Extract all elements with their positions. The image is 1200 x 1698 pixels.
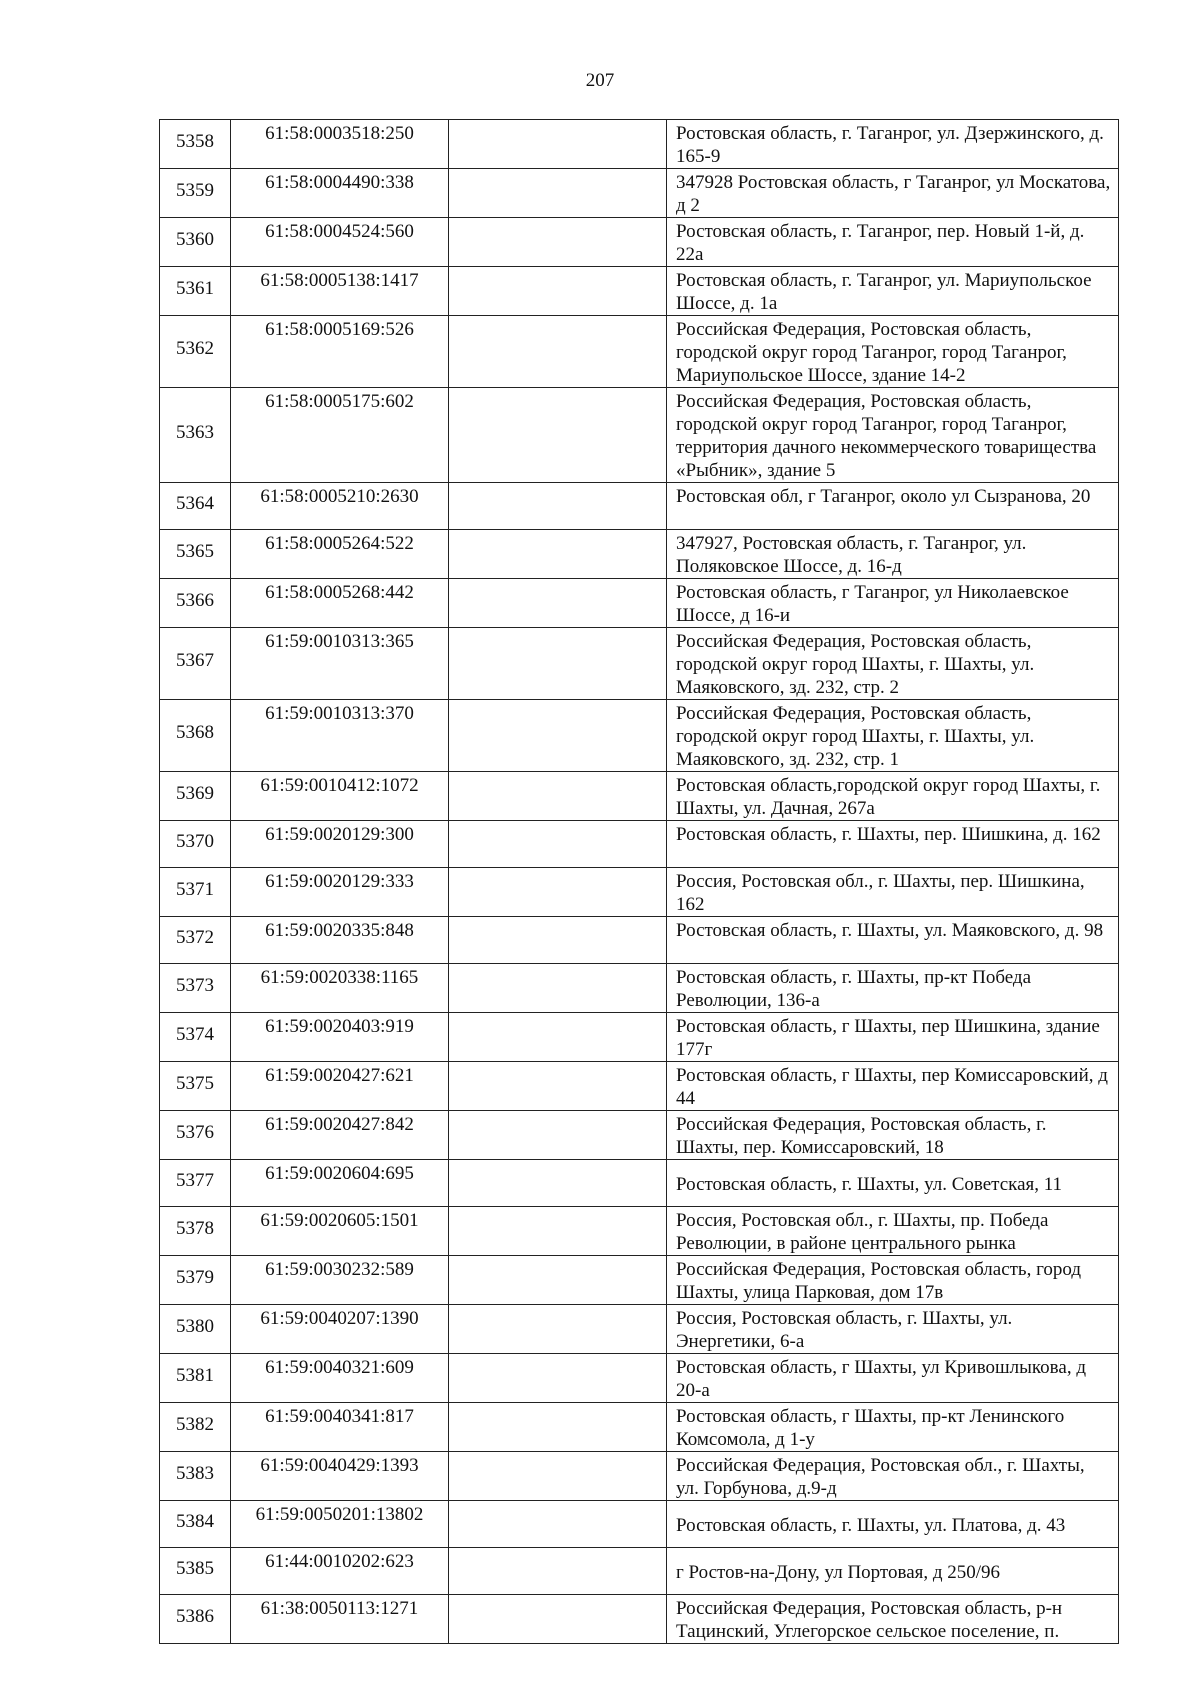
row-number-cell	[160, 1207, 231, 1256]
row-number-cell	[160, 579, 231, 628]
row-number: 5375	[176, 1072, 214, 1094]
table-row	[160, 218, 1119, 267]
table-row	[160, 1207, 1119, 1256]
cadastral-number: 61:59:0020605:1501	[231, 1207, 449, 1256]
address: Российская Федерация, Ростовская область, г. Шахты, пер. Комиссаровский, 18	[667, 1111, 1119, 1160]
row-number-cell	[160, 1256, 231, 1305]
empty-cell	[449, 1207, 667, 1256]
empty-cell	[449, 1354, 667, 1403]
empty-cell	[449, 218, 667, 267]
table-row	[160, 1111, 1119, 1160]
table-row	[160, 267, 1119, 316]
table-row	[160, 1403, 1119, 1452]
address: Ростовская область, г. Шахты, ул. Маяковского, д. 98	[667, 917, 1119, 964]
row-number: 5359	[176, 179, 214, 201]
row-number: 5378	[176, 1217, 214, 1239]
address: Ростовская область, г Шахты, пер Комиссаровский, д 44	[667, 1062, 1119, 1111]
row-number-cell	[160, 1354, 231, 1403]
cadastral-number: 61:59:0040429:1393	[231, 1452, 449, 1501]
address: Россия, Ростовская обл., г. Шахты, пер. Шишкина, 162	[667, 868, 1119, 917]
cadastral-number: 61:59:0040321:609	[231, 1354, 449, 1403]
page-number: 207	[585, 70, 615, 91]
empty-cell	[449, 483, 667, 530]
table-row	[160, 1354, 1119, 1403]
cadastral-number: 61:44:0010202:623	[231, 1548, 449, 1595]
address: Ростовская область, г. Шахты, ул. Советская, 11	[667, 1160, 1119, 1207]
address: 347927, Ростовская область, г. Таганрог, ул. Поляковское Шоссе, д. 16-д	[667, 530, 1119, 579]
row-number-cell	[160, 1501, 231, 1548]
address: Ростовская область, г. Таганрог, ул. Мариупольское Шоссе, д. 1а	[667, 267, 1119, 316]
empty-cell	[449, 1062, 667, 1111]
row-number-cell	[160, 316, 231, 388]
empty-cell	[449, 628, 667, 700]
empty-cell	[449, 1548, 667, 1595]
table-row	[160, 1013, 1119, 1062]
empty-cell	[449, 1452, 667, 1501]
table-row	[160, 868, 1119, 917]
row-number: 5360	[176, 228, 214, 250]
row-number: 5384	[176, 1510, 214, 1532]
row-number-cell	[160, 964, 231, 1013]
cadastral-number: 61:59:0020427:842	[231, 1111, 449, 1160]
cadastral-number: 61:59:0020403:919	[231, 1013, 449, 1062]
empty-cell	[449, 1256, 667, 1305]
cadastral-number: 61:59:0020129:333	[231, 868, 449, 917]
row-number: 5361	[176, 277, 214, 299]
empty-cell	[449, 1111, 667, 1160]
address: Ростовская область, г. Шахты, пер. Шишкина, д. 162	[667, 821, 1119, 868]
row-number: 5365	[176, 540, 214, 562]
cadastral-number: 61:59:0010313:365	[231, 628, 449, 700]
empty-cell	[449, 267, 667, 316]
table-row	[160, 579, 1119, 628]
row-number: 5364	[176, 492, 214, 514]
row-number-cell	[160, 1062, 231, 1111]
row-number: 5385	[176, 1557, 214, 1579]
table-row	[160, 1160, 1119, 1207]
row-number-cell	[160, 772, 231, 821]
cadastral-number: 61:58:0005175:602	[231, 388, 449, 483]
table-row	[160, 964, 1119, 1013]
table-row	[160, 700, 1119, 772]
empty-cell	[449, 1403, 667, 1452]
registry-table-body	[160, 120, 1119, 1644]
address: Российская Федерация, Ростовская обл., г. Шахты, ул. Горбунова, д.9-д	[667, 1452, 1119, 1501]
row-number-cell	[160, 1403, 231, 1452]
row-number: 5362	[176, 338, 214, 359]
empty-cell	[449, 120, 667, 169]
empty-cell	[449, 579, 667, 628]
row-number: 5383	[176, 1462, 214, 1484]
empty-cell	[449, 964, 667, 1013]
table-row	[160, 483, 1119, 530]
empty-cell	[449, 1501, 667, 1548]
table-row	[160, 1062, 1119, 1111]
address: Ростовская область, г. Шахты, пр-кт Победа Революции, 136-а	[667, 964, 1119, 1013]
empty-cell	[449, 1305, 667, 1354]
table-row	[160, 1256, 1119, 1305]
address: Ростовская область, г Шахты, пер Шишкина, здание 177г	[667, 1013, 1119, 1062]
table-row	[160, 628, 1119, 700]
address: Ростовская область, г Шахты, пр-кт Ленинского Комсомола, д 1-у	[667, 1403, 1119, 1452]
cadastral-number: 61:58:0004524:560	[231, 218, 449, 267]
address: Ростовская область, г. Шахты, ул. Платова, д. 43	[667, 1501, 1119, 1548]
cadastral-number: 61:59:0020604:695	[231, 1160, 449, 1207]
row-number: 5367	[176, 650, 214, 671]
table-row	[160, 388, 1119, 483]
cadastral-number: 61:59:0020129:300	[231, 821, 449, 868]
address: Ростовская область, г Шахты, ул Кривошлыкова, д 20-а	[667, 1354, 1119, 1403]
row-number: 5363	[176, 421, 214, 443]
address: г Ростов-на-Дону, ул Портовая, д 250/96	[667, 1548, 1119, 1595]
cadastral-number: 61:58:0005268:442	[231, 579, 449, 628]
address: Российская Федерация, Ростовская область, городской округ город Шахты, г. Шахты, ул. Маяковского, зд. 232, стр. 1	[667, 700, 1119, 772]
empty-cell	[449, 169, 667, 218]
address: Ростовская область, г. Таганрог, ул. Дзержинского, д. 165-9	[667, 120, 1119, 169]
row-number-cell	[160, 1595, 231, 1644]
address: Российская Федерация, Ростовская область, городской округ город Таганрог, город Таганрог, территория дачного некоммерческого товарищества «Рыбник», здание 5	[667, 388, 1119, 483]
empty-cell	[449, 316, 667, 388]
row-number-cell	[160, 388, 231, 483]
row-number-cell	[160, 120, 231, 169]
row-number-cell	[160, 1452, 231, 1501]
address: Россия, Ростовская область, г. Шахты, ул. Энергетики, 6-а	[667, 1305, 1119, 1354]
table-row	[160, 530, 1119, 579]
row-number: 5374	[176, 1023, 214, 1045]
cadastral-number: 61:59:0040207:1390	[231, 1305, 449, 1354]
table-row	[160, 1548, 1119, 1595]
cadastral-number: 61:58:0005138:1417	[231, 267, 449, 316]
row-number-cell	[160, 218, 231, 267]
row-number-cell	[160, 628, 231, 700]
row-number: 5368	[176, 722, 214, 743]
row-number: 5369	[176, 782, 214, 804]
row-number: 5386	[176, 1605, 214, 1627]
cadastral-number: 61:58:0005210:2630	[231, 483, 449, 530]
empty-cell	[449, 868, 667, 917]
address: Ростовская обл, г Таганрог, около ул Сызранова, 20	[667, 483, 1119, 530]
table-row	[160, 1501, 1119, 1548]
cadastral-number: 61:58:0003518:250	[231, 120, 449, 169]
table-row	[160, 120, 1119, 169]
empty-cell	[449, 388, 667, 483]
row-number-cell	[160, 169, 231, 218]
empty-cell	[449, 700, 667, 772]
row-number: 5382	[176, 1413, 214, 1435]
row-number: 5372	[176, 926, 214, 948]
row-number: 5377	[176, 1169, 214, 1191]
address: Ростовская область, г. Таганрог, пер. Новый 1-й, д. 22а	[667, 218, 1119, 267]
row-number: 5370	[176, 830, 214, 852]
empty-cell	[449, 772, 667, 821]
row-number: 5371	[176, 878, 214, 900]
cadastral-number: 61:58:0004490:338	[231, 169, 449, 218]
table-row	[160, 917, 1119, 964]
row-number: 5381	[176, 1364, 214, 1386]
empty-cell	[449, 821, 667, 868]
row-number: 5380	[176, 1315, 214, 1337]
table-row	[160, 1595, 1119, 1644]
table-row	[160, 821, 1119, 868]
row-number-cell	[160, 917, 231, 964]
cadastral-number: 61:59:0050201:13802	[231, 1501, 449, 1548]
empty-cell	[449, 1160, 667, 1207]
row-number-cell	[160, 1548, 231, 1595]
row-number-cell	[160, 868, 231, 917]
address: Российская Федерация, Ростовская область, город Шахты, улица Парковая, дом 17в	[667, 1256, 1119, 1305]
row-number: 5366	[176, 589, 214, 611]
address: Ростовская область,городской округ город Шахты, г. Шахты, ул. Дачная, 267а	[667, 772, 1119, 821]
address: Российская Федерация, Ростовская область, городской округ город Шахты, г. Шахты, ул. Маяковского, зд. 232, стр. 2	[667, 628, 1119, 700]
table-row	[160, 1305, 1119, 1354]
cadastral-number: 61:59:0020338:1165	[231, 964, 449, 1013]
row-number-cell	[160, 483, 231, 530]
cadastral-number: 61:59:0030232:589	[231, 1256, 449, 1305]
row-number-cell	[160, 700, 231, 772]
address: Российская Федерация, Ростовская область, городской округ город Таганрог, город Таганрог, Мариупольское Шоссе, здание 14-2	[667, 316, 1119, 388]
row-number-cell	[160, 821, 231, 868]
row-number-cell	[160, 1013, 231, 1062]
row-number: 5376	[176, 1121, 214, 1143]
row-number-cell	[160, 1160, 231, 1207]
table-row	[160, 169, 1119, 218]
row-number: 5358	[176, 130, 214, 152]
table-row	[160, 316, 1119, 388]
cadastral-number: 61:59:0020335:848	[231, 917, 449, 964]
table-row	[160, 772, 1119, 821]
row-number: 5373	[176, 974, 214, 996]
cadastral-number: 61:58:0005169:526	[231, 316, 449, 388]
cadastral-number: 61:59:0010412:1072	[231, 772, 449, 821]
table-row	[160, 1452, 1119, 1501]
cadastral-number: 61:58:0005264:522	[231, 530, 449, 579]
address: Россия, Ростовская обл., г. Шахты, пр. Победа Революции, в районе центрального рынка	[667, 1207, 1119, 1256]
row-number-cell	[160, 1111, 231, 1160]
cadastral-number: 61:59:0020427:621	[231, 1062, 449, 1111]
row-number-cell	[160, 530, 231, 579]
address: Российская Федерация, Ростовская область, р-н Тацинский, Углегорское сельское поселение, п.	[667, 1595, 1119, 1644]
empty-cell	[449, 1013, 667, 1062]
registry-table	[159, 119, 1119, 1644]
address: 347928 Ростовская область, г Таганрог, ул Москатова, д 2	[667, 169, 1119, 218]
empty-cell	[449, 530, 667, 579]
cadastral-number: 61:59:0010313:370	[231, 700, 449, 772]
empty-cell	[449, 1595, 667, 1644]
address: Ростовская область, г Таганрог, ул Николаевское Шоссе, д 16-и	[667, 579, 1119, 628]
cadastral-number: 61:59:0040341:817	[231, 1403, 449, 1452]
empty-cell	[449, 917, 667, 964]
row-number: 5379	[176, 1266, 214, 1288]
cadastral-number: 61:38:0050113:1271	[231, 1595, 449, 1644]
row-number-cell	[160, 267, 231, 316]
row-number-cell	[160, 1305, 231, 1354]
